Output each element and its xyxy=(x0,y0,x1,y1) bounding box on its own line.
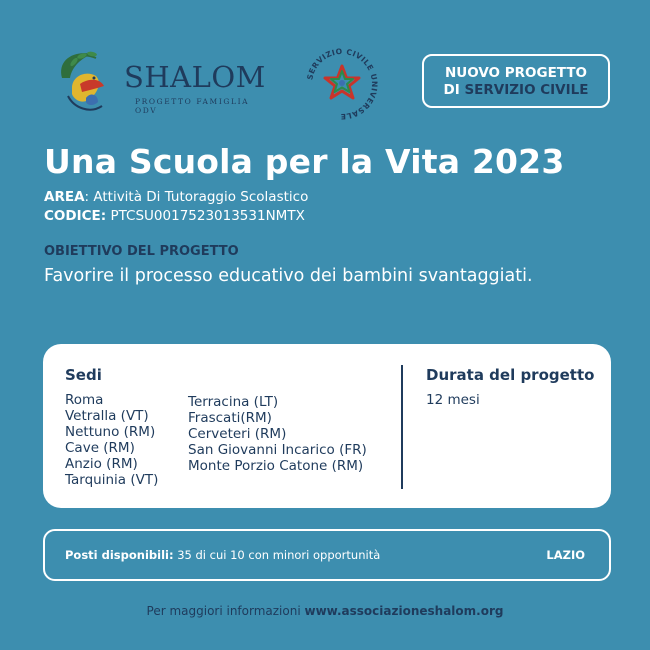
sede-item: Terracina (LT) xyxy=(188,394,279,410)
project-title: Una Scuola per la Vita 2023 xyxy=(44,142,565,181)
sede-item: Cave (RM) xyxy=(65,440,135,456)
project-area xyxy=(44,189,308,205)
servizio-civile-star-icon xyxy=(306,48,378,120)
objective-text: Favorire il processo educativo dei bambini svantaggiati. xyxy=(44,266,533,286)
footer-text: Per maggiori informazioni xyxy=(146,604,305,618)
new-project-badge xyxy=(422,54,610,108)
svg-text:SERVIZIO CIVILE UNIVERSALE: SERVIZIO CIVILE U IVERSALE xyxy=(306,48,378,120)
shalom-tagline: PROGETTO FAMIGLIA ODV xyxy=(135,97,250,115)
sede-item: Tarquinia (VT) xyxy=(65,472,159,488)
posti-value: 35 di cui 10 con minori opportunità xyxy=(173,548,381,562)
sedi-heading: Sedi xyxy=(65,366,102,384)
card-divider xyxy=(401,365,403,489)
footer xyxy=(0,604,650,618)
shalom-wordmark: SHALOM xyxy=(124,60,266,94)
sedi-list-1 xyxy=(65,392,158,488)
objective-heading: OBIETTIVO DEL PROGETTO xyxy=(44,244,239,259)
area-value: : Attività Di Tutoraggio Scolastico xyxy=(84,189,309,205)
dove-olive-icon xyxy=(52,48,132,116)
posti-info xyxy=(65,548,380,562)
area-label: AREA xyxy=(44,189,85,205)
details-card xyxy=(43,344,611,508)
sede-item: Nettuno (RM) xyxy=(65,424,156,440)
badge-line-2-prefix: DI xyxy=(443,82,465,98)
posti-box xyxy=(43,529,611,581)
posti-region: LAZIO xyxy=(546,548,585,562)
badge-line-2 xyxy=(424,82,608,99)
servizio-civile-logo xyxy=(306,48,378,120)
durata-heading: Durata del progetto xyxy=(426,366,595,384)
sede-item: Anzio (RM) xyxy=(65,456,138,472)
sede-item: San Giovanni Incarico (FR) xyxy=(188,442,367,458)
sede-item: Roma xyxy=(65,392,104,408)
project-code xyxy=(44,208,305,224)
sede-item: Monte Porzio Catone (RM) xyxy=(188,458,364,474)
shalom-logo xyxy=(52,48,272,116)
codice-value: PTCSU0017523013531NMTX xyxy=(106,208,305,224)
badge-line-2-accent: SERVIZIO CIVILE xyxy=(464,82,589,98)
sede-item: Vetralla (VT) xyxy=(65,408,149,424)
codice-label: CODICE: xyxy=(44,208,107,224)
sede-item: Cerveteri (RM) xyxy=(188,426,287,442)
website-link[interactable]: www.associazioneshalom.org xyxy=(304,604,504,618)
durata-value: 12 mesi xyxy=(426,392,480,408)
badge-line-1: NUOVO PROGETTO xyxy=(444,65,588,81)
sedi-list-2 xyxy=(188,394,367,474)
sede-item: Frascati(RM) xyxy=(188,410,272,426)
posti-label: Posti disponibili: xyxy=(65,548,174,562)
